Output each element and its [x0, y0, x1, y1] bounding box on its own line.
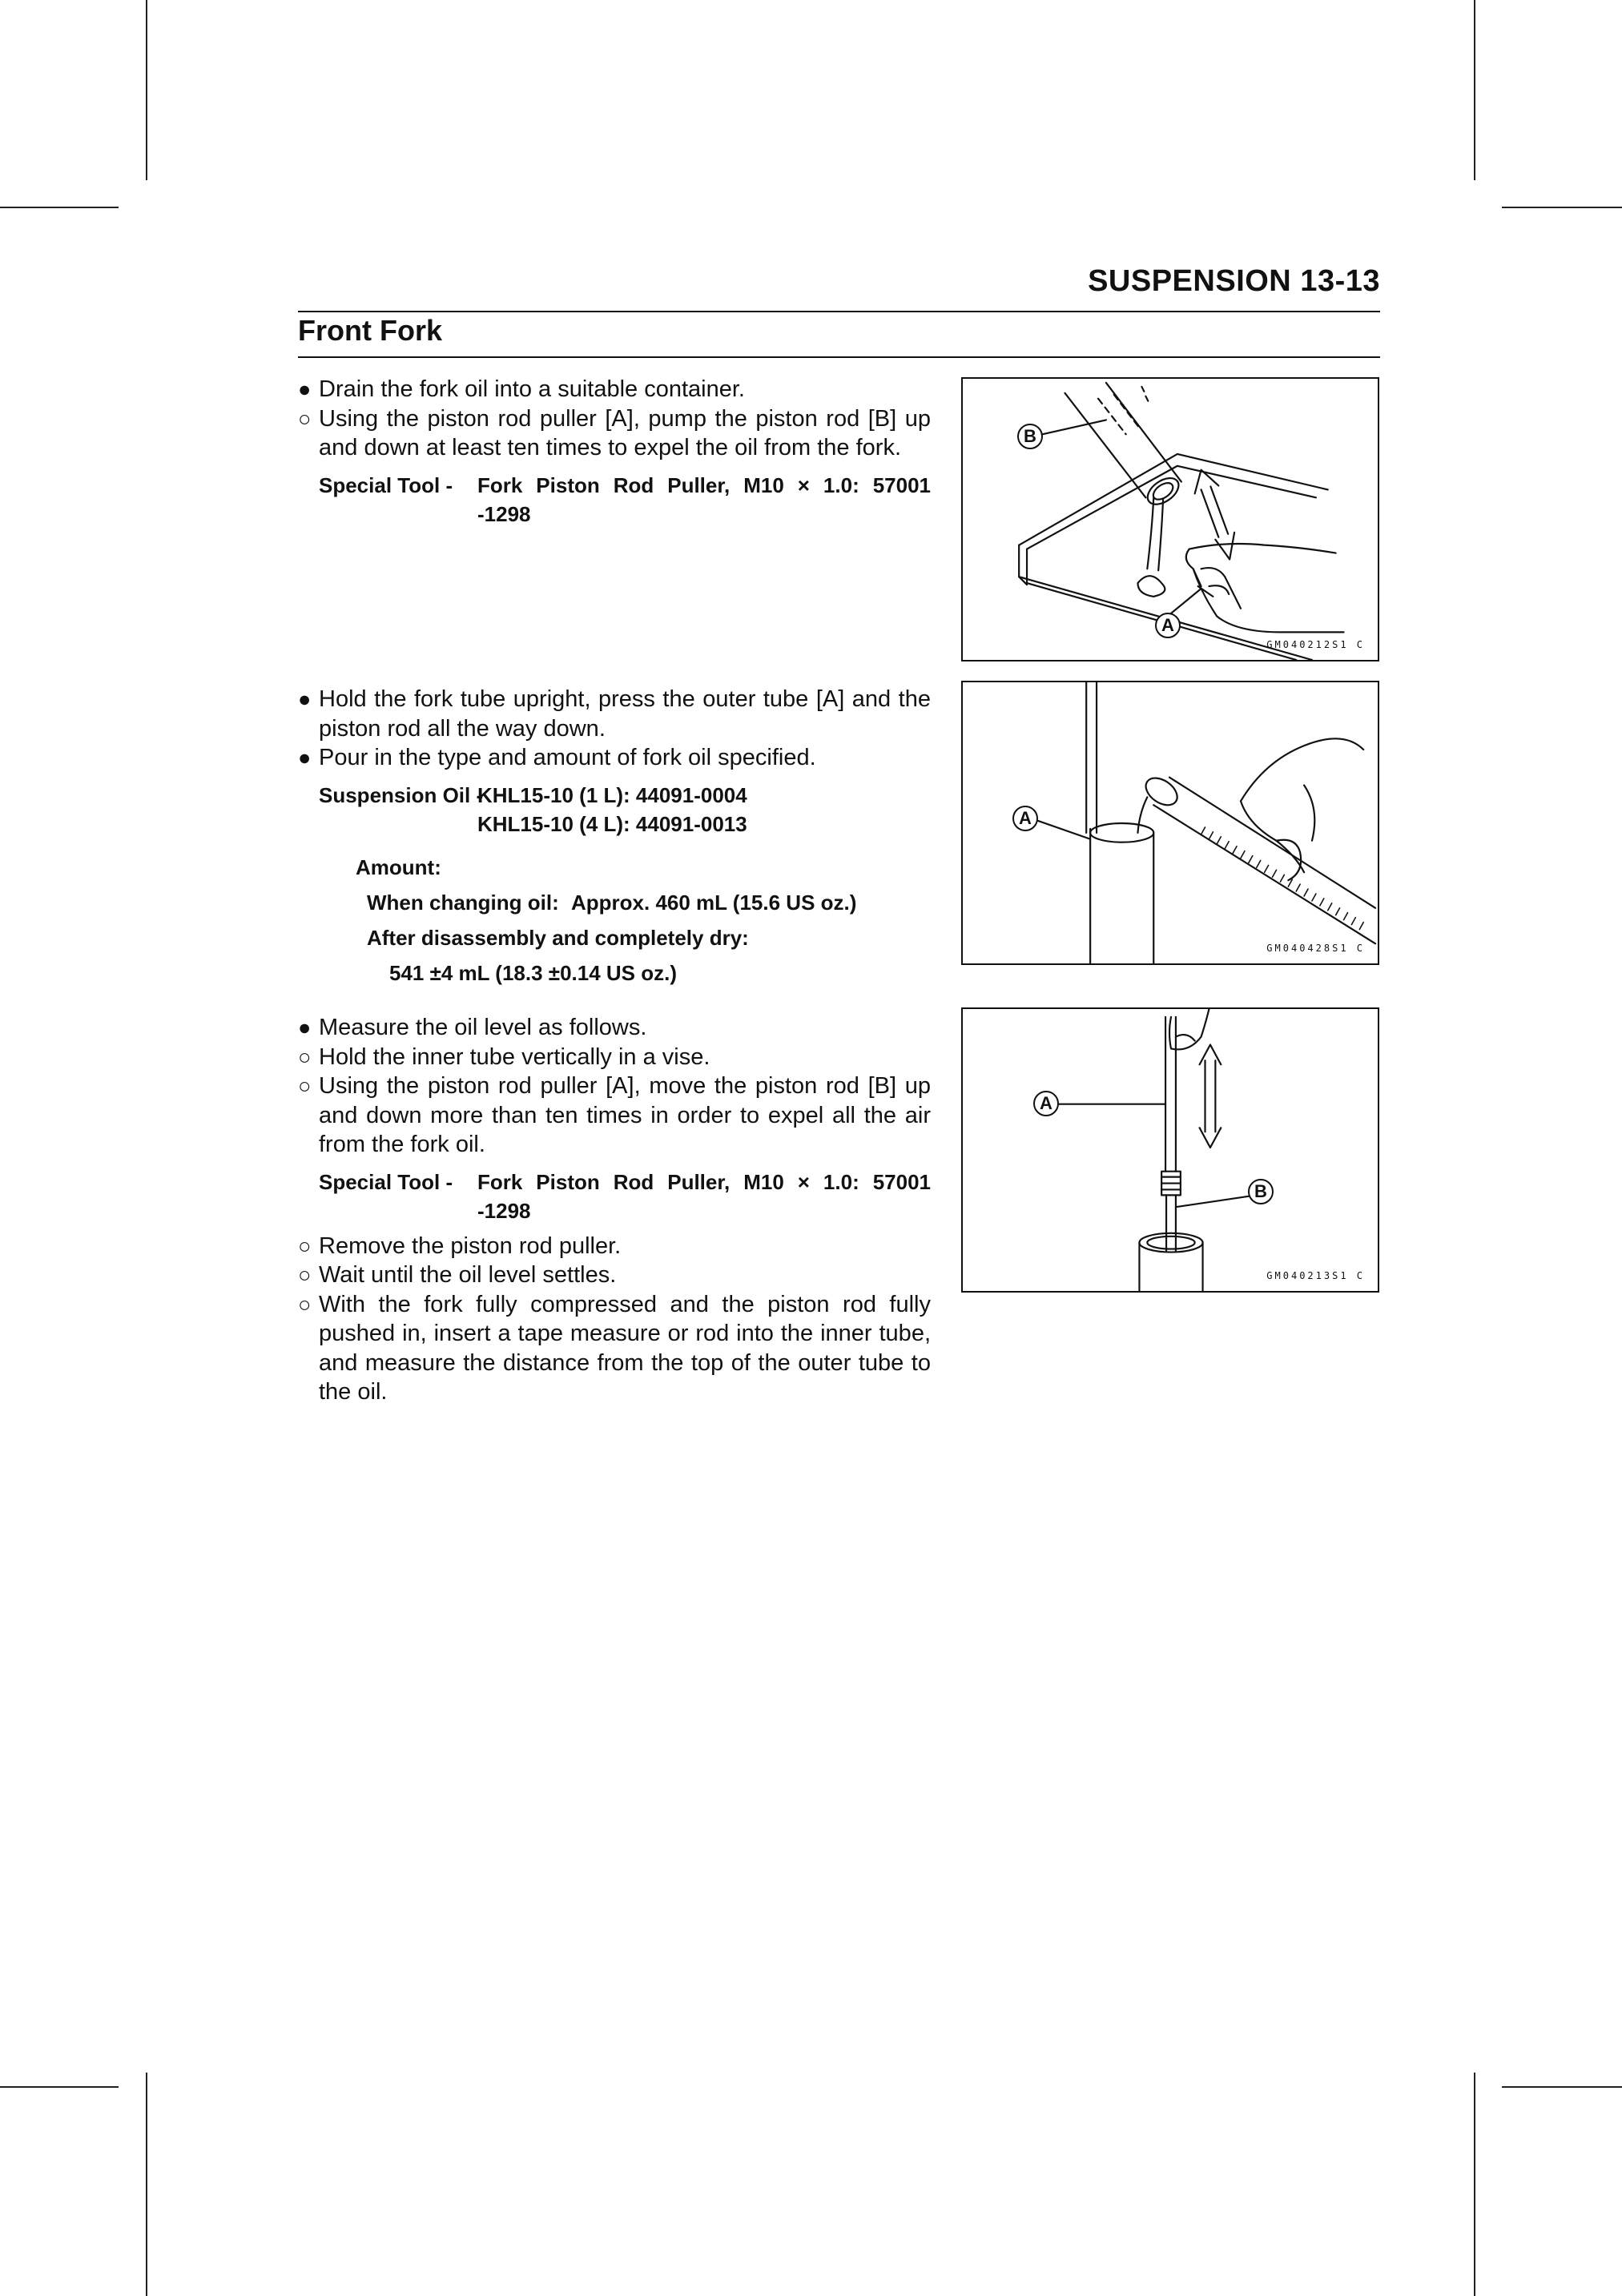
callout-b: B — [1017, 424, 1043, 449]
instruction-text: Using the piston rod puller [A], move the piston rod [B] up and down more than ten times in order to expel all the air from the fork oil. — [319, 1073, 931, 1157]
instruction-text: Hold the inner tube vertically in a vise. — [319, 1043, 710, 1070]
instruction-text: Using the piston rod puller [A], pump the piston rod [B] up and down at least ten times to expel the oil from the fork. — [319, 405, 931, 460]
callout-a: A — [1155, 613, 1181, 638]
spec-value: Fork Piston Rod Puller, M10 × 1.0: 57001 — [477, 472, 931, 497]
suspension-oil-spec — [298, 781, 931, 838]
crop-mark — [0, 207, 119, 208]
crop-mark — [1474, 0, 1475, 180]
spec-value: KHL15-10 (1 L): 44091-0004 — [477, 782, 747, 807]
list-item — [298, 1232, 931, 1261]
instruction-text: With the fork fully compressed and the piston rod fully pushed in, insert a tape measure or rod into the inner tube, and measure the distance from the top of the outer tube to the oil. — [319, 1291, 931, 1405]
spec-label: Special Tool - — [319, 1169, 453, 1194]
spec-value-cont: KHL15-10 (4 L): 44091-0013 — [477, 811, 747, 836]
instruction-text: Hold the fork tube upright, press the outer tube [A] and the piston rod all the way down. — [319, 686, 931, 742]
bullet-marker: ● — [298, 687, 312, 711]
crop-mark — [146, 2073, 147, 2296]
crop-mark — [0, 2086, 119, 2088]
list-item — [298, 375, 931, 404]
header-rule — [298, 311, 1380, 312]
figure-expel-air — [961, 1007, 1379, 1293]
changing-label: When changing oil: — [367, 890, 559, 915]
figure-code: GM040213S1 C — [1266, 1270, 1365, 1281]
amount-dry-label: After disassembly and completely dry: — [367, 925, 749, 950]
block2-text — [298, 685, 931, 987]
page-header: SUSPENSION 13-13 — [1088, 264, 1380, 298]
bullet-marker: ● — [298, 746, 312, 770]
sub-marker: ○ — [298, 406, 312, 431]
figure-pour-oil — [961, 681, 1379, 965]
sub-marker: ○ — [298, 1233, 312, 1258]
section-rule — [298, 356, 1380, 358]
figure-drain-oil — [961, 377, 1379, 661]
list-item — [298, 1013, 931, 1043]
sub-marker: ○ — [298, 1263, 312, 1287]
amount-spec — [298, 853, 931, 987]
callout-a: A — [1033, 1091, 1059, 1116]
instruction-text: Drain the fork oil into a suitable container. — [319, 376, 745, 402]
crop-mark — [1474, 2073, 1475, 2296]
special-tool-spec — [298, 471, 931, 529]
list-item — [298, 1290, 931, 1407]
spec-value: Fork Piston Rod Puller, M10 × 1.0: 57001 — [477, 1169, 931, 1194]
sub-marker: ○ — [298, 1074, 312, 1098]
expel-air-illustration — [963, 1009, 1378, 1291]
changing-value: Approx. 460 mL (15.6 US oz.) — [571, 890, 857, 915]
bullet-marker: ● — [298, 1015, 312, 1039]
instruction-text: Pour in the type and amount of fork oil specified. — [319, 745, 816, 770]
section-title: Front Fork — [298, 314, 442, 347]
instruction-text: Wait until the oil level settles. — [319, 1262, 617, 1288]
list-item — [298, 685, 931, 743]
list-item — [298, 743, 931, 773]
list-item — [298, 1043, 931, 1072]
list-item — [298, 404, 931, 463]
block3-text — [298, 1013, 931, 1407]
spec-value-cont: -1298 — [477, 1198, 531, 1223]
figure-code: GM040428S1 C — [1266, 943, 1365, 954]
callout-a: A — [1012, 806, 1038, 831]
list-item — [298, 1072, 931, 1160]
crop-mark — [1502, 207, 1622, 208]
amount-changing — [298, 888, 931, 917]
bullet-marker: ● — [298, 377, 312, 401]
spec-label: Suspension Oil - — [319, 782, 484, 807]
list-item — [298, 1261, 931, 1290]
amount-label: Amount: — [356, 854, 441, 879]
crop-mark — [1502, 2086, 1622, 2088]
callout-b: B — [1248, 1179, 1274, 1204]
block1-text — [298, 375, 931, 529]
special-tool-spec — [298, 1168, 931, 1225]
spec-label: Special Tool - — [319, 472, 453, 497]
spec-value-cont: -1298 — [477, 501, 531, 526]
sub-marker: ○ — [298, 1292, 312, 1317]
amount-dry-value: 541 ±4 mL (18.3 ±0.14 US oz.) — [389, 960, 677, 985]
crop-mark — [146, 0, 147, 180]
instruction-text: Measure the oil level as follows. — [319, 1015, 647, 1040]
sub-marker: ○ — [298, 1044, 312, 1069]
instruction-text: Remove the piston rod puller. — [319, 1232, 622, 1259]
figure-code: GM040212S1 C — [1266, 639, 1365, 650]
